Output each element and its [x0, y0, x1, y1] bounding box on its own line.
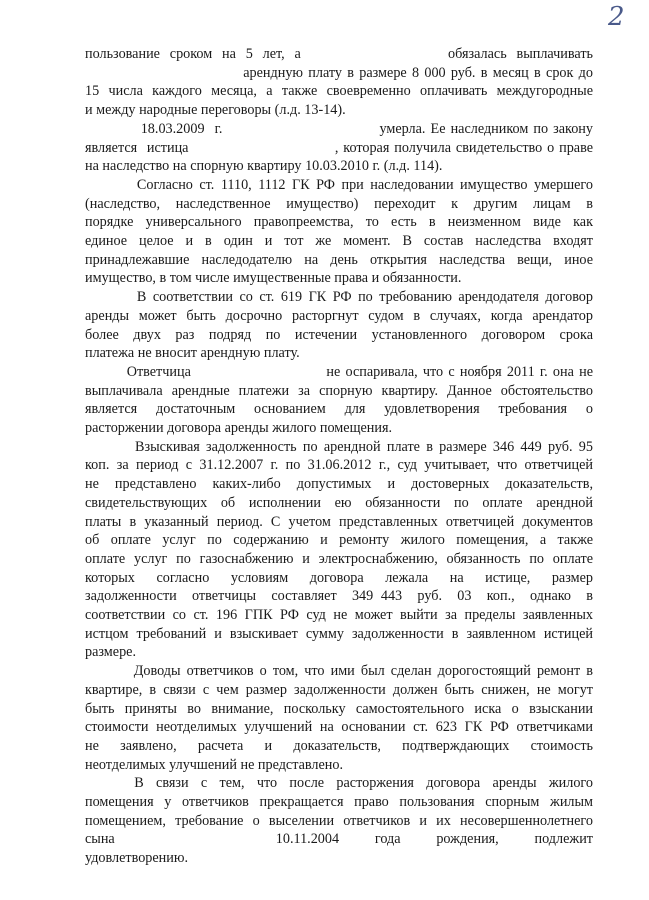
- text-line: В связи с тем, что после расторжения договора аренды жилого: [85, 775, 593, 792]
- text-line: размере.: [85, 644, 137, 661]
- text-line: об оплате услуг по содержанию и ремонту жилого помещения, а также: [85, 532, 593, 549]
- text-line: порядке универсального правопреемства, то есть в неизменном виде как: [85, 214, 593, 231]
- text-line: задолженности ответчицы составляет 349 443 руб. 03 коп., однако в: [85, 588, 593, 605]
- page-number-mark: 2: [608, 2, 625, 32]
- text-line: пользование сроком на 5 лет, а обязалась выплачивать: [85, 46, 593, 62]
- text-line: помещения у ответчиков прекращается право пользования спорным жилым: [85, 794, 593, 810]
- text-line: стоимости неотделимых улучшений на основании ст. 623 ГК РФ ответчиками: [85, 719, 593, 736]
- text-line: на наследство на спорную квартиру 10.03.2010 г. (л.д. 114).: [85, 158, 443, 175]
- text-line: единое целое и в один и тот же момент. В состав наследства входят: [85, 233, 593, 249]
- text-line: (наследство, наследственное имущество) переходит к другим лицам в: [85, 195, 593, 212]
- text-line: сына 10.11.2004 года рождения, подлежит: [85, 831, 593, 848]
- text-line: является достаточным основанием для удовлетворения требования о: [85, 401, 593, 418]
- text-line: свидетельствующих об исполнении ею обязанности по оплате арендной: [85, 494, 593, 511]
- text-line: аренды может быть досрочно расторгнут судом в случаях, когда арендатор: [85, 307, 593, 324]
- text-line: является истица , которая получила свидетельство о праве: [85, 139, 593, 156]
- text-line: Согласно ст. 1110, 1112 ГК РФ при наследовании имущество умершего: [85, 176, 593, 193]
- text-line: неотделимых улучшений не представлено.: [85, 756, 344, 773]
- text-line: 18.03.2009 г. умерла. Ее наследником по закону: [85, 120, 593, 137]
- text-line: удовлетворению.: [85, 850, 189, 867]
- text-line: которых согласно условиям договора лежала на истице, размер: [85, 569, 593, 586]
- text-line: арендную плату в размере 8 000 руб. в месяц в срок до: [85, 64, 593, 81]
- text-line: не заявлено, расчета и доказательств, подтверждающих стоимость: [85, 737, 593, 754]
- text-line: Доводы ответчиков о том, что ими был сделан дорогостоящий ремонт в: [85, 663, 593, 680]
- text-line: более двух раз подряд по истечении установленного договором срока: [85, 326, 593, 343]
- text-line: соответствии со ст. 196 ГПК РФ суд не может выйти за пределы заявленных: [85, 607, 593, 623]
- text-line: принадлежавшие наследодателю на день открытия наследства вещи, иное: [85, 251, 593, 268]
- text-line: быть приняты во внимание, поскольку самостоятельного иска о взыскании: [85, 700, 593, 717]
- text-line: не представлено каких-либо допустимых и достоверных доказательств,: [85, 476, 593, 493]
- text-line: квартире, в связи с чем размер задолженности должен быть снижен, не могут: [85, 681, 593, 698]
- text-line: расторжении договора аренды жилого помещения.: [85, 420, 393, 436]
- text-line: истцом требований и взыскивает сумму задолженности в заявленном истицей: [85, 625, 593, 642]
- text-line: платежа не вносит арендную плату.: [85, 345, 300, 362]
- text-line: 15 числа каждого месяца, а также своевременно оплачивать междугородные: [85, 83, 593, 100]
- text-line: Ответчица не оспаривала, что с ноября 2011 г. она не: [85, 363, 593, 380]
- text-line: В соответствии со ст. 619 ГК РФ по требованию арендодателя договор: [85, 289, 593, 306]
- text-line: оплате услуг по газоснабжению и электроснабжению, обязанность по оплате: [85, 550, 593, 567]
- text-line: и между народные переговоры (л.д. 13-14).: [85, 102, 346, 119]
- text-line: коп. за период с 31.12.2007 г. по 31.06.2012 г., суд учитывает, что ответчицей: [85, 457, 593, 474]
- text-line: выплачивала арендные платежи за спорную квартиру. Данное обстоятельство: [85, 382, 593, 399]
- text-line: Взыскивая задолженность по арендной плате в размере 346 449 руб. 95: [85, 438, 593, 455]
- text-line: платы в указанный период. С учетом представленных ответчицей документов: [85, 513, 593, 530]
- text-line: имущество, в том числе имущественные права и обязанности.: [85, 270, 462, 287]
- text-line: помещением, требование о выселении ответчиков и их несовершеннолетнего: [85, 812, 593, 829]
